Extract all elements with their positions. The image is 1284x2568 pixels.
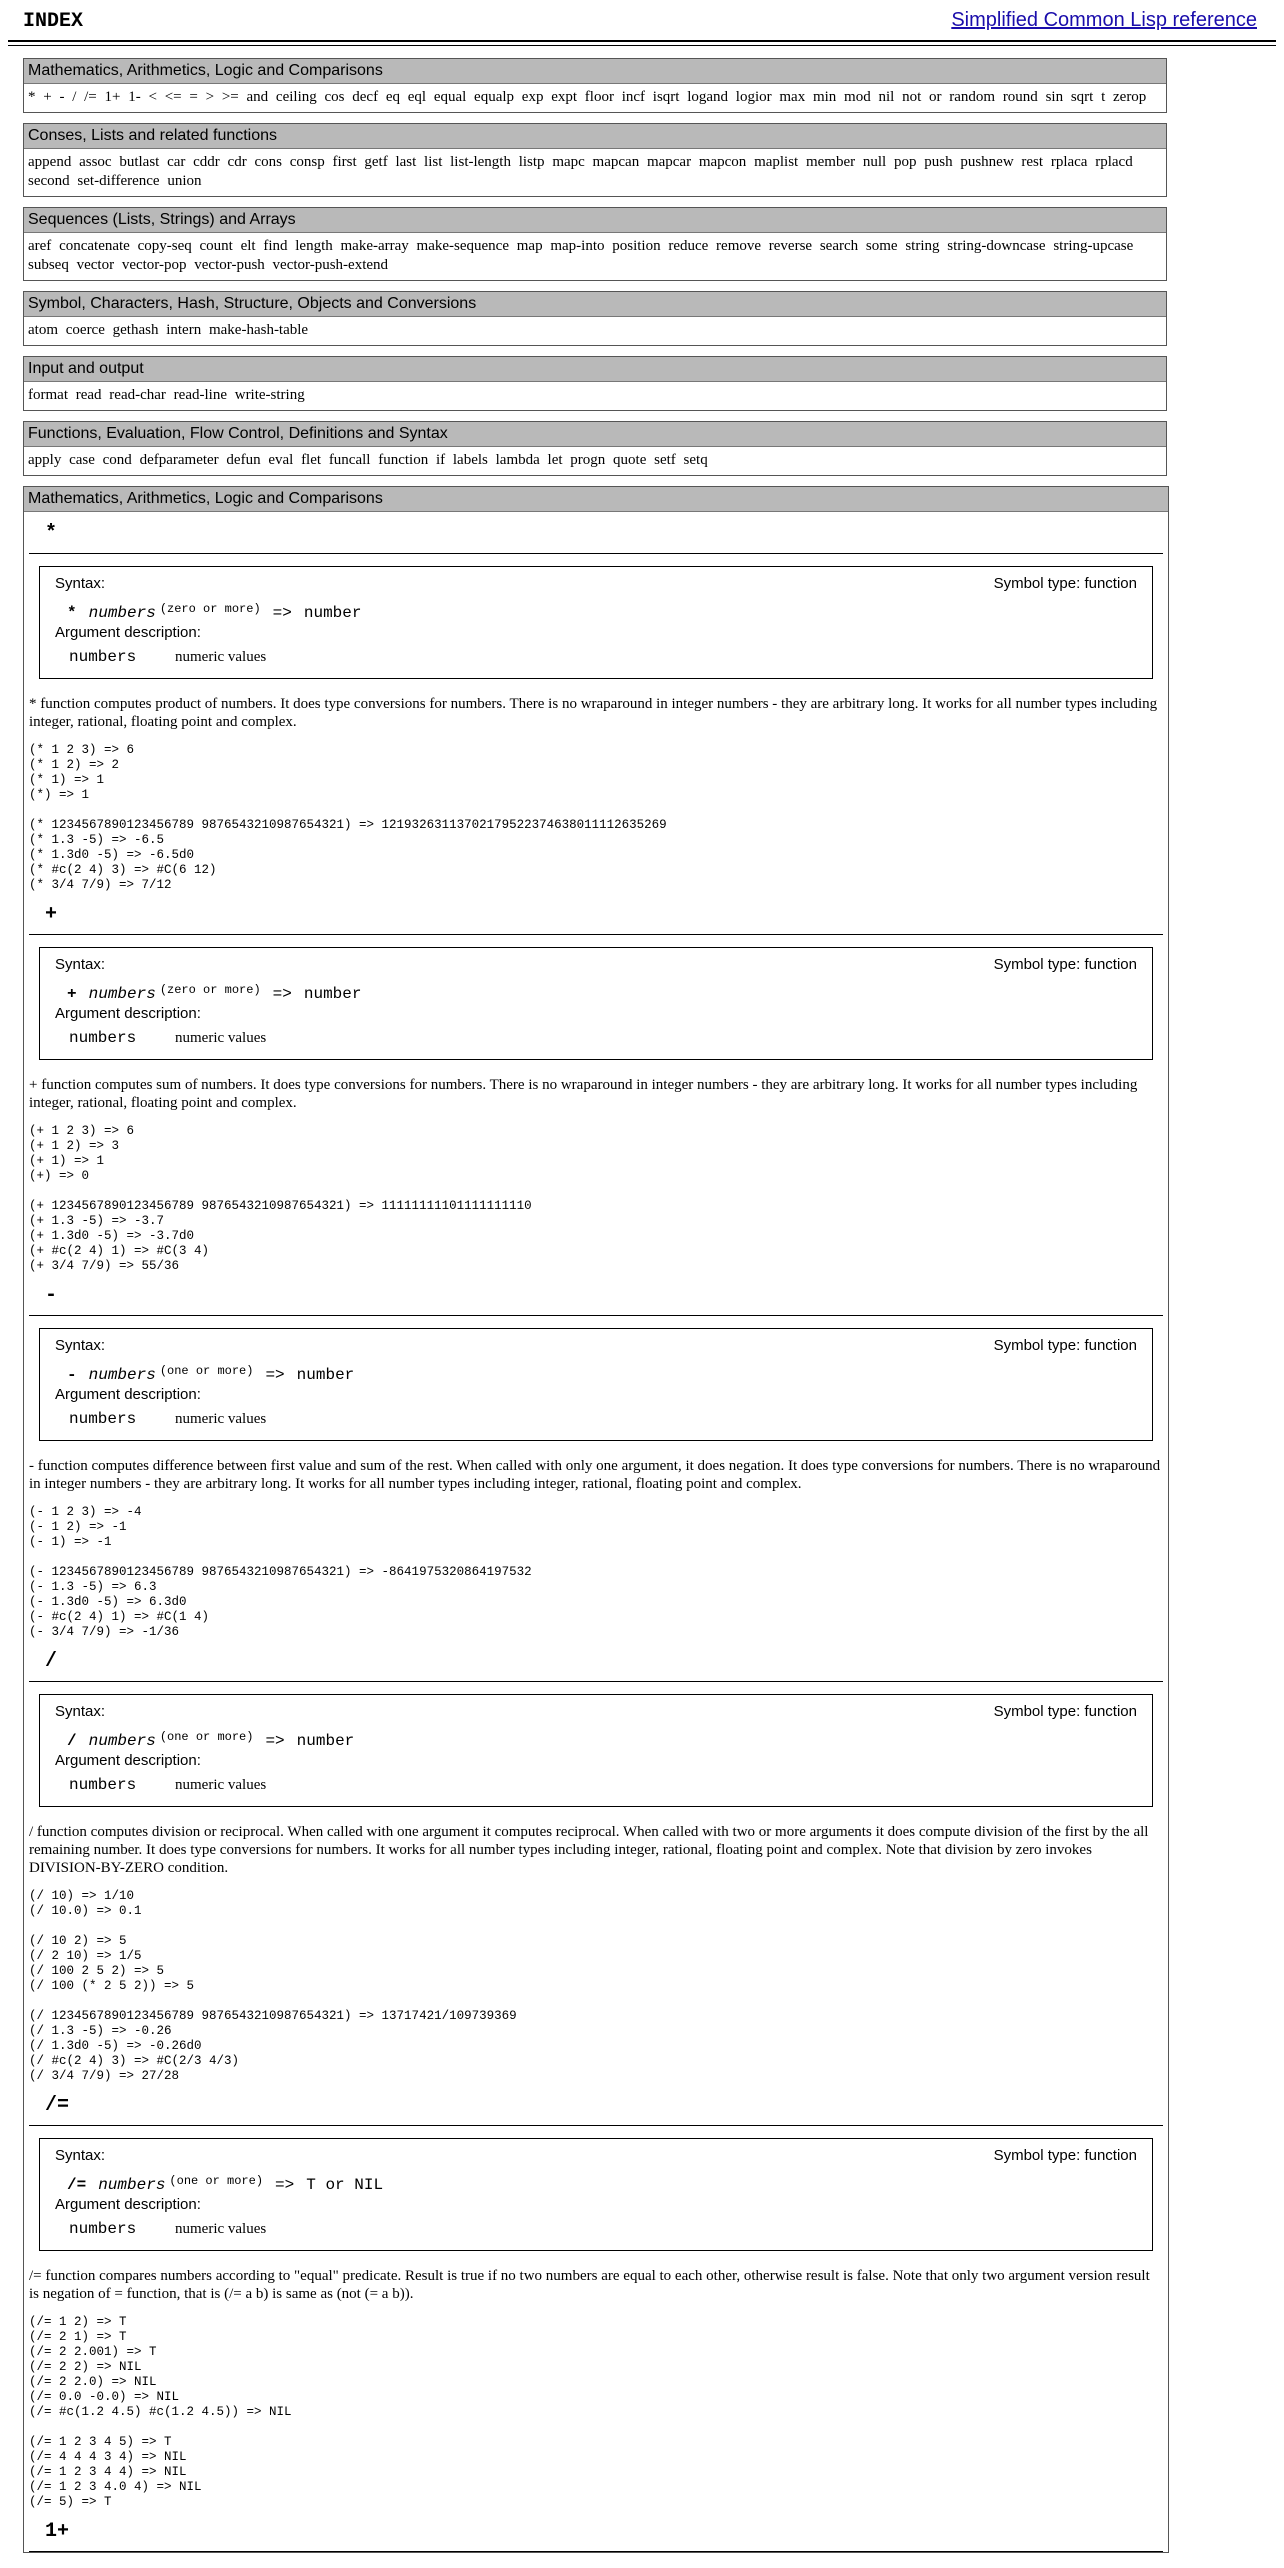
index-link[interactable]: second	[28, 173, 70, 189]
index-link[interactable]: intern	[166, 322, 202, 338]
index-link[interactable]: rplaca	[1050, 154, 1088, 170]
index-link[interactable]: mapcan	[592, 154, 640, 170]
category-box	[23, 58, 1167, 113]
argument-row	[55, 2214, 1137, 2238]
index-link[interactable]: floor	[584, 89, 614, 105]
symbol-heading: /=	[29, 2084, 1163, 2126]
category-items	[24, 447, 1166, 475]
index-link[interactable]: >	[205, 89, 215, 105]
index-link[interactable]: map	[516, 238, 543, 254]
syntax-box	[39, 1694, 1153, 1807]
examples: (- 1234567890123456789 9876543210987654321) => -8641975320864197532 (- 1.3 -5) => 6.3 (- 1.3d0 -5) => 6.3d0 (- #c(2 4) 1) => #C(1 4) (- 3/4 7/9) => -1/36	[29, 1565, 532, 1639]
index-link[interactable]: subseq	[28, 257, 69, 273]
examples: (/= 1 2) => T (/= 2 1) => T (/= 2 2.001) => T (/= 2 2) => NIL (/= 2 2.0) => NIL (/= 0.0 -0.0) => NIL (/= #c(1.2 4.5) #c(1.2 4.5)) => NIL	[29, 2315, 292, 2419]
index-link[interactable]: listp	[518, 154, 545, 170]
syntax-arrow: =>	[265, 1732, 285, 1750]
index-link[interactable]: elt	[240, 238, 256, 254]
index-link[interactable]: first	[332, 154, 357, 170]
index-link[interactable]: reduce	[668, 238, 709, 254]
index-link[interactable]: read	[75, 387, 102, 403]
index-link[interactable]: atom	[28, 322, 58, 338]
index-link[interactable]: vector	[76, 257, 115, 273]
index-link[interactable]: eql	[407, 89, 427, 105]
index-link[interactable]: <=	[164, 89, 182, 105]
index-link[interactable]: maplist	[754, 154, 799, 170]
index-link[interactable]: defun	[226, 452, 261, 468]
index-link[interactable]: string-upcase	[1053, 238, 1134, 254]
index-link[interactable]: vector-push	[194, 257, 265, 273]
index-link[interactable]: coerce	[65, 322, 105, 338]
category-title: Conses, Lists and related functions	[24, 124, 1166, 149]
syntax-result: number	[296, 1732, 355, 1750]
index-link[interactable]: max	[779, 89, 806, 105]
header-divider-thin	[8, 45, 1276, 46]
index-link[interactable]: flet	[301, 452, 322, 468]
syntax-arity: (zero or more)	[159, 602, 261, 616]
syntax-result: T or NIL	[306, 2176, 384, 2194]
index-link[interactable]: list	[424, 154, 443, 170]
argument-text: numeric values	[175, 649, 267, 665]
index-link[interactable]: butlast	[119, 154, 160, 170]
index-link[interactable]: sin	[1045, 89, 1064, 105]
index-link[interactable]: -	[59, 89, 65, 105]
index-link[interactable]: some	[865, 238, 898, 254]
examples: (/ 10 2) => 5 (/ 2 10) => 1/5 (/ 100 2 5 2) => 5 (/ 100 (* 2 5 2)) => 5	[29, 1934, 195, 1993]
index-link[interactable]: defparameter	[139, 452, 219, 468]
symbol-heading: 1+	[29, 2510, 1163, 2552]
argument-name: numbers	[69, 1776, 137, 1794]
index-link[interactable]: let	[547, 452, 563, 468]
index-link[interactable]: car	[167, 154, 186, 170]
index-link[interactable]: setq	[683, 452, 708, 468]
argument-text: numeric values	[175, 1030, 267, 1046]
index-link[interactable]: consp	[289, 154, 325, 170]
index-link[interactable]: make-sequence	[416, 238, 509, 254]
index-link[interactable]: push	[924, 154, 953, 170]
argument-row	[55, 1770, 1137, 1794]
index-link[interactable]: logior	[735, 89, 772, 105]
argument-description-label: Argument description:	[55, 1752, 201, 1769]
index-link[interactable]: equal	[433, 89, 467, 105]
index-link[interactable]: min	[812, 89, 837, 105]
category-box	[23, 291, 1167, 346]
category-items	[24, 317, 1166, 345]
index-link[interactable]: concatenate	[59, 238, 130, 254]
index-link[interactable]: mapcon	[698, 154, 747, 170]
index-link[interactable]: assoc	[79, 154, 112, 170]
index-link[interactable]: aref	[28, 238, 52, 254]
index-link[interactable]: cdr	[227, 154, 247, 170]
index-link[interactable]: +	[43, 89, 52, 105]
index-link[interactable]: or	[928, 89, 942, 105]
examples: (* 1 2 3) => 6 (* 1 2) => 2 (* 1) => 1 (*) => 1	[29, 743, 135, 802]
argument-name: numbers	[69, 1029, 137, 1047]
index-link[interactable]: >=	[221, 89, 239, 105]
argument-text: numeric values	[175, 2221, 267, 2237]
syntax-line	[55, 593, 1137, 624]
syntax-operator: +	[67, 985, 77, 1003]
symbol-heading: -	[29, 1274, 1163, 1316]
description: * function computes product of numbers. It does type conversions for numbers. There is no wraparound in integer numbers - they are arbitrary long. It works for all number types including integer, rational, floating point and complex.	[29, 696, 1158, 730]
category-title: Mathematics, Arithmetics, Logic and Comparisons	[24, 59, 1166, 84]
symbol-type: Symbol type: function	[993, 575, 1137, 592]
syntax-arity: (one or more)	[159, 1730, 254, 1744]
category-box	[23, 207, 1167, 281]
index-link[interactable]: make-hash-table	[208, 322, 309, 338]
index-link[interactable]: function	[378, 452, 429, 468]
index-link[interactable]: length	[295, 238, 333, 254]
index-link[interactable]: /=	[84, 89, 97, 105]
index-link[interactable]: rplacd	[1095, 154, 1133, 170]
index-link[interactable]: lambda	[495, 452, 540, 468]
index-link[interactable]: gethash	[112, 322, 159, 338]
index-link[interactable]: rest	[1021, 154, 1044, 170]
argument-description-label: Argument description:	[55, 1005, 201, 1022]
index-link[interactable]: and	[246, 89, 269, 105]
index-link[interactable]: search	[819, 238, 859, 254]
description: /= function compares numbers according to "equal" predicate. Result is true if no two numbers are equal to each other, otherwise result is false. Note that only two argument version result is negation of = function, that is (/= a b) is same as (not (= a b)).	[29, 2268, 1150, 2302]
category-items	[24, 382, 1166, 410]
syntax-arrow: =>	[272, 604, 292, 622]
argument-row	[55, 1404, 1137, 1428]
symbol-heading: +	[29, 893, 1163, 935]
index-link[interactable]: position	[612, 238, 661, 254]
argument-description-label: Argument description:	[55, 1386, 201, 1403]
syntax-arity: (zero or more)	[159, 983, 261, 997]
syntax-argument: numbers	[98, 2176, 166, 2194]
argument-name: numbers	[69, 1410, 137, 1428]
argument-description-label: Argument description:	[55, 624, 201, 641]
syntax-label: Syntax:	[55, 2147, 106, 2164]
index-link[interactable]: copy-seq	[137, 238, 192, 254]
index-link[interactable]: read-line	[173, 387, 227, 403]
index-link[interactable]: string	[905, 238, 940, 254]
index-link[interactable]: pop	[893, 154, 917, 170]
category-box	[23, 356, 1167, 411]
syntax-label: Syntax:	[55, 1337, 106, 1354]
syntax-line	[55, 974, 1137, 1005]
symbol-type: Symbol type: function	[993, 1337, 1137, 1354]
index-link[interactable]: expt	[551, 89, 578, 105]
syntax-operator: /	[67, 1732, 77, 1750]
syntax-label: Syntax:	[55, 956, 106, 973]
examples: (+ 1234567890123456789 9876543210987654321) => 11111111101111111110 (+ 1.3 -5) => -3.7 (+ 1.3d0 -5) => -3.7d0 (+ #c(2 4) 1) => #C(3 4) (+ 3/4 7/9) => 55/36	[29, 1199, 532, 1273]
category-list	[23, 58, 1167, 476]
examples: (+ 1 2 3) => 6 (+ 1 2) => 3 (+ 1) => 1 (+) => 0	[29, 1124, 135, 1183]
argument-text: numeric values	[175, 1411, 267, 1427]
syntax-result: number	[303, 985, 362, 1003]
argument-text: numeric values	[175, 1777, 267, 1793]
syntax-argument: numbers	[88, 1366, 156, 1384]
index-link[interactable]: not	[902, 89, 922, 105]
index-link[interactable]: union	[167, 173, 202, 189]
index-link[interactable]: mapc	[552, 154, 585, 170]
syntax-arrow: =>	[275, 2176, 295, 2194]
index-link[interactable]: 1+	[104, 89, 121, 105]
index-link[interactable]: cons	[254, 154, 282, 170]
index-link[interactable]: mod	[844, 89, 871, 105]
syntax-box	[39, 566, 1153, 679]
category-items	[24, 84, 1166, 112]
index-link[interactable]: decf	[352, 89, 379, 105]
index-link[interactable]: list-length	[450, 154, 511, 170]
index-link[interactable]: *	[28, 89, 36, 105]
index-link[interactable]: null	[862, 154, 887, 170]
index-link[interactable]: format	[28, 387, 68, 403]
index-link[interactable]: vector-pop	[121, 257, 187, 273]
index-link[interactable]: t	[1101, 89, 1106, 105]
index-link[interactable]: isqrt	[652, 89, 680, 105]
syntax-operator: *	[67, 604, 77, 622]
index-link[interactable]: progn	[570, 452, 606, 468]
index-link[interactable]: append	[28, 154, 72, 170]
examples: (/ 1234567890123456789 9876543210987654321) => 13717421/109739369 (/ 1.3 -5) => -0.26 (/ 1.3d0 -5) => -0.26d0 (/ #c(2 4) 3) => #C(2/3 4/3) (/ 3/4 7/9) => 27/28	[29, 2009, 517, 2083]
index-link[interactable]: map-into	[550, 238, 605, 254]
syntax-result: number	[296, 1366, 355, 1384]
index-link[interactable]: case	[69, 452, 95, 468]
index-link[interactable]: equalp	[474, 89, 515, 105]
category-items	[24, 233, 1166, 280]
argument-row	[55, 1023, 1137, 1047]
page-header	[8, 0, 1276, 36]
index-link[interactable]: pushnew	[960, 154, 1014, 170]
category-title: Sequences (Lists, Strings) and Arrays	[24, 208, 1166, 233]
syntax-line	[55, 1721, 1137, 1752]
syntax-line	[55, 1355, 1137, 1386]
index-link[interactable]: last	[395, 154, 417, 170]
category-title: Functions, Evaluation, Flow Control, Definitions and Syntax	[24, 422, 1166, 447]
index-link[interactable]: logand	[687, 89, 729, 105]
index-link[interactable]: round	[1002, 89, 1038, 105]
syntax-operator: -	[67, 1366, 77, 1384]
index-link[interactable]: cond	[102, 452, 132, 468]
index-link[interactable]: exp	[521, 89, 544, 105]
index-title: INDEX	[23, 10, 84, 33]
index-link[interactable]: 1-	[128, 89, 141, 105]
index-link[interactable]: string-downcase	[947, 238, 1046, 254]
symbol-type: Symbol type: function	[993, 956, 1137, 973]
syntax-box	[39, 947, 1153, 1060]
symbol-heading: /	[29, 1640, 1163, 1682]
syntax-arrow: =>	[272, 985, 292, 1003]
index-link[interactable]: read-char	[109, 387, 166, 403]
main-section	[23, 486, 1169, 2553]
index-link[interactable]: random	[949, 89, 996, 105]
index-link[interactable]: eq	[385, 89, 400, 105]
index-link[interactable]: incf	[621, 89, 646, 105]
syntax-arrow: =>	[265, 1366, 285, 1384]
index-link[interactable]: set-difference	[77, 173, 160, 189]
syntax-label: Syntax:	[55, 575, 106, 592]
content	[23, 58, 1167, 2553]
syntax-argument: numbers	[88, 1732, 156, 1750]
index-link[interactable]: getf	[364, 154, 388, 170]
syntax-arity: (one or more)	[159, 1364, 254, 1378]
index-link[interactable]: make-array	[340, 238, 409, 254]
examples: (* 1234567890123456789 9876543210987654321) => 12193263113702179522374638011112635269 (* 1.3 -5) => -6.5 (* 1.3d0 -5) => -6.5d0 (* #c(2 4) 3) => #C(6 12) (* 3/4 7/9) => 7/12	[29, 818, 667, 892]
syntax-box	[39, 2138, 1153, 2251]
reference-link[interactable]: Simplified Common Lisp reference	[951, 9, 1257, 31]
index-link[interactable]: quote	[613, 452, 647, 468]
index-link[interactable]: member	[805, 154, 856, 170]
syntax-result: number	[303, 604, 362, 622]
argument-name: numbers	[69, 2220, 137, 2238]
index-link[interactable]: if	[435, 452, 446, 468]
index-link[interactable]: =	[189, 89, 198, 105]
index-link[interactable]: sqrt	[1070, 89, 1094, 105]
description: / function computes division or reciprocal. When called with one argument it computes reciprocal. When called with two or more arguments it does compute division of the first by the all remaining number. It does type conversions for numbers. It works for all number types including integer, rational, floating point and complex. Note that division by zero invokes DIVISION-BY-ZERO condition.	[29, 1824, 1149, 1876]
syntax-box	[39, 1328, 1153, 1441]
argument-row	[55, 642, 1137, 666]
category-items	[24, 149, 1166, 196]
category-box	[23, 123, 1167, 197]
symbol-type: Symbol type: function	[993, 1703, 1137, 1720]
index-link[interactable]: zerop	[1113, 89, 1147, 105]
index-link[interactable]: <	[148, 89, 157, 105]
argument-description-label: Argument description:	[55, 2196, 201, 2213]
index-link[interactable]: remove	[716, 238, 762, 254]
index-link[interactable]: write-string	[234, 387, 305, 403]
header-divider	[8, 40, 1276, 42]
index-link[interactable]: setf	[654, 452, 676, 468]
syntax-operator: /=	[67, 2176, 87, 2194]
symbol-type: Symbol type: function	[993, 2147, 1137, 2164]
index-link[interactable]: eval	[268, 452, 294, 468]
index-link[interactable]: reverse	[768, 238, 813, 254]
entries	[24, 512, 1168, 2552]
index-link[interactable]: count	[199, 238, 233, 254]
index-link[interactable]: apply	[28, 452, 62, 468]
index-link[interactable]: find	[263, 238, 288, 254]
description: + function computes sum of numbers. It does type conversions for numbers. There is no wraparound in integer numbers - they are arbitrary long. It works for all number types including integer, rational, floating point and complex.	[29, 1077, 1138, 1111]
category-title: Symbol, Characters, Hash, Structure, Objects and Conversions	[24, 292, 1166, 317]
argument-name: numbers	[69, 648, 137, 666]
syntax-arity: (one or more)	[169, 2174, 264, 2188]
index-link[interactable]: cddr	[193, 154, 220, 170]
syntax-argument: numbers	[88, 985, 156, 1003]
examples: (- 1 2 3) => -4 (- 1 2) => -1 (- 1) => -1	[29, 1505, 142, 1549]
category-title: Input and output	[24, 357, 1166, 382]
examples: (/= 1 2 3 4 5) => T (/= 4 4 4 3 4) => NIL (/= 1 2 3 4 4) => NIL (/= 1 2 3 4.0 4) => NIL (/= 5) => T	[29, 2435, 202, 2509]
index-link[interactable]: funcall	[328, 452, 371, 468]
index-link[interactable]: mapcar	[646, 154, 692, 170]
symbol-heading: *	[29, 512, 1163, 554]
index-link[interactable]: nil	[878, 89, 895, 105]
index-link[interactable]: labels	[452, 452, 488, 468]
syntax-label: Syntax:	[55, 1703, 106, 1720]
category-box	[23, 421, 1167, 476]
main-section-title: Mathematics, Arithmetics, Logic and Comparisons	[24, 487, 1168, 512]
description: - function computes difference between first value and sum of the rest. When called with only one argument, it does negation. It does type conversions for numbers. There is no wraparound in integer numbers - they are arbitrary long. It works for all number types including integer, rational, floating point and complex.	[29, 1458, 1161, 1492]
syntax-line	[55, 2165, 1137, 2196]
index-link[interactable]: cos	[324, 89, 345, 105]
examples: (/ 10) => 1/10 (/ 10.0) => 0.1	[29, 1889, 142, 1918]
syntax-argument: numbers	[88, 604, 156, 622]
index-link[interactable]: /	[72, 89, 77, 105]
index-link[interactable]: ceiling	[275, 89, 317, 105]
index-link[interactable]: vector-push-extend	[272, 257, 389, 273]
